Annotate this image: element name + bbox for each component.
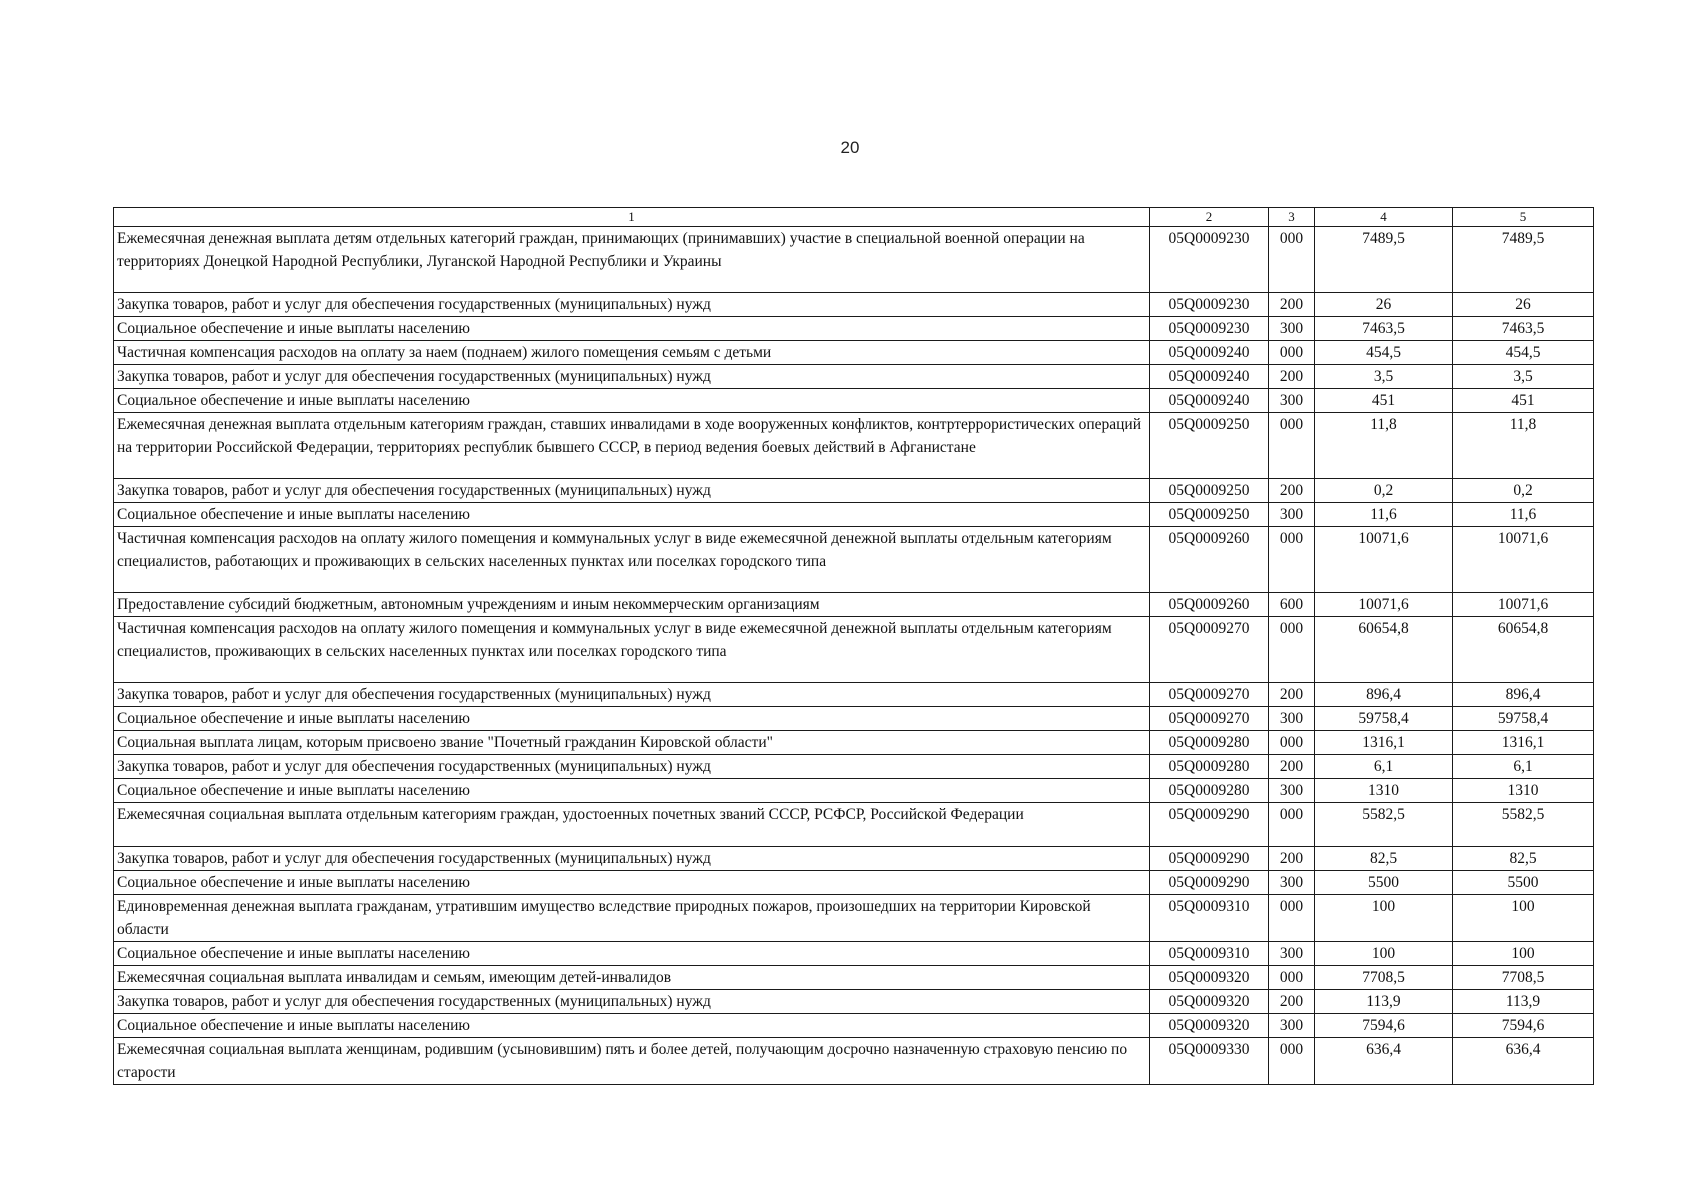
row-value-4-cell: 451 — [1315, 389, 1453, 413]
row-value-4-cell: 10071,6 — [1315, 527, 1453, 593]
row-value-4-cell: 3,5 — [1315, 365, 1453, 389]
table-row — [114, 1038, 1594, 1085]
row-name-cell: Ежемесячная денежная выплата детям отдельных категорий граждан, принимающих (принимавших) участие в специальной военной операции на территориях Донецкой Народной Республики, Луганской Народной Республики и Украины — [114, 227, 1150, 293]
table-row — [114, 966, 1594, 990]
row-code-cell: 05Q0009290 — [1150, 871, 1269, 895]
row-value-4-cell: 82,5 — [1315, 847, 1453, 871]
table-header-row — [114, 208, 1594, 227]
row-type-cell: 000 — [1269, 341, 1315, 365]
row-value-5-cell: 454,5 — [1453, 341, 1594, 365]
budget-table — [113, 207, 1594, 1085]
table-row — [114, 895, 1594, 942]
row-value-4-cell: 5500 — [1315, 871, 1453, 895]
row-code-cell: 05Q0009280 — [1150, 779, 1269, 803]
row-name-cell: Социальная выплата лицам, которым присвоено звание "Почетный гражданин Кировской области" — [114, 731, 1150, 755]
row-name-cell: Социальное обеспечение и иные выплаты населению — [114, 1014, 1150, 1038]
table-row — [114, 317, 1594, 341]
row-value-4-cell: 59758,4 — [1315, 707, 1453, 731]
row-name-cell: Ежемесячная денежная выплата отдельным категориям граждан, ставших инвалидами в ходе вооруженных конфликтов, контртеррористических операций на территории Российской Федерации, территориях республик бывшего СССР, в период ведения боевых действий в Афганистане — [114, 413, 1150, 479]
column-header-3: 3 — [1269, 208, 1315, 227]
column-header-5: 5 — [1453, 208, 1594, 227]
row-type-cell: 000 — [1269, 1038, 1315, 1085]
row-value-4-cell: 7594,6 — [1315, 1014, 1453, 1038]
table-row — [114, 755, 1594, 779]
row-value-4-cell: 113,9 — [1315, 990, 1453, 1014]
row-value-5-cell: 10071,6 — [1453, 527, 1594, 593]
row-name-cell: Закупка товаров, работ и услуг для обеспечения государственных (муниципальных) нужд — [114, 755, 1150, 779]
row-type-cell: 200 — [1269, 365, 1315, 389]
row-value-4-cell: 7708,5 — [1315, 966, 1453, 990]
page-number: 20 — [840, 138, 860, 157]
row-type-cell: 000 — [1269, 413, 1315, 479]
row-value-5-cell: 26 — [1453, 293, 1594, 317]
row-code-cell: 05Q0009310 — [1150, 895, 1269, 942]
row-code-cell: 05Q0009250 — [1150, 503, 1269, 527]
table-row — [114, 779, 1594, 803]
row-type-cell: 300 — [1269, 942, 1315, 966]
row-value-4-cell: 1310 — [1315, 779, 1453, 803]
row-value-4-cell: 454,5 — [1315, 341, 1453, 365]
row-value-5-cell: 896,4 — [1453, 683, 1594, 707]
table-row — [114, 341, 1594, 365]
row-type-cell: 200 — [1269, 293, 1315, 317]
row-name-cell: Частичная компенсация расходов на оплату жилого помещения и коммунальных услуг в виде ежемесячной денежной выплаты отдельным категориям специалистов, проживающих в сельских населенных пунктах или поселках городского типа — [114, 617, 1150, 683]
row-value-5-cell: 1316,1 — [1453, 731, 1594, 755]
row-type-cell: 300 — [1269, 871, 1315, 895]
row-value-5-cell: 7594,6 — [1453, 1014, 1594, 1038]
row-value-5-cell: 100 — [1453, 942, 1594, 966]
row-value-4-cell: 100 — [1315, 942, 1453, 966]
column-header-4: 4 — [1315, 208, 1453, 227]
table-row — [114, 847, 1594, 871]
table-row — [114, 707, 1594, 731]
row-name-cell: Социальное обеспечение и иные выплаты населению — [114, 871, 1150, 895]
table-row — [114, 942, 1594, 966]
row-value-4-cell: 11,6 — [1315, 503, 1453, 527]
column-header-1: 1 — [114, 208, 1150, 227]
table-row — [114, 803, 1594, 847]
row-code-cell: 05Q0009240 — [1150, 341, 1269, 365]
row-name-cell: Социальное обеспечение и иные выплаты населению — [114, 707, 1150, 731]
row-type-cell: 000 — [1269, 617, 1315, 683]
row-value-4-cell: 100 — [1315, 895, 1453, 942]
row-type-cell: 000 — [1269, 527, 1315, 593]
row-value-5-cell: 60654,8 — [1453, 617, 1594, 683]
row-value-4-cell: 1316,1 — [1315, 731, 1453, 755]
row-name-cell: Социальное обеспечение и иные выплаты населению — [114, 779, 1150, 803]
row-name-cell: Ежемесячная социальная выплата инвалидам и семьям, имеющим детей-инвалидов — [114, 966, 1150, 990]
row-value-4-cell: 7463,5 — [1315, 317, 1453, 341]
row-code-cell: 05Q0009310 — [1150, 942, 1269, 966]
row-code-cell: 05Q0009280 — [1150, 731, 1269, 755]
row-value-4-cell: 11,8 — [1315, 413, 1453, 479]
row-type-cell: 000 — [1269, 803, 1315, 847]
row-value-5-cell: 0,2 — [1453, 479, 1594, 503]
row-value-5-cell: 7708,5 — [1453, 966, 1594, 990]
row-value-4-cell: 6,1 — [1315, 755, 1453, 779]
row-value-5-cell: 636,4 — [1453, 1038, 1594, 1085]
table-row — [114, 1014, 1594, 1038]
row-value-5-cell: 7489,5 — [1453, 227, 1594, 293]
table-body — [114, 227, 1594, 1085]
row-name-cell: Закупка товаров, работ и услуг для обеспечения государственных (муниципальных) нужд — [114, 990, 1150, 1014]
row-code-cell: 05Q0009230 — [1150, 293, 1269, 317]
row-name-cell: Частичная компенсация расходов на оплату жилого помещения и коммунальных услуг в виде ежемесячной денежной выплаты отдельным категориям специалистов, работающих и проживающих в сельских населенных пунктах или поселках городского типа — [114, 527, 1150, 593]
row-name-cell: Закупка товаров, работ и услуг для обеспечения государственных (муниципальных) нужд — [114, 365, 1150, 389]
row-name-cell: Единовременная денежная выплата гражданам, утратившим имущество вследствие природных пожаров, произошедших на территории Кировской области — [114, 895, 1150, 942]
row-code-cell: 05Q0009260 — [1150, 593, 1269, 617]
row-name-cell: Социальное обеспечение и иные выплаты населению — [114, 503, 1150, 527]
row-code-cell: 05Q0009270 — [1150, 707, 1269, 731]
row-type-cell: 300 — [1269, 389, 1315, 413]
row-type-cell: 200 — [1269, 847, 1315, 871]
table-row — [114, 731, 1594, 755]
row-value-5-cell: 7463,5 — [1453, 317, 1594, 341]
row-value-5-cell: 100 — [1453, 895, 1594, 942]
row-name-cell: Социальное обеспечение и иные выплаты населению — [114, 317, 1150, 341]
table-row — [114, 389, 1594, 413]
table-row — [114, 503, 1594, 527]
row-value-4-cell: 10071,6 — [1315, 593, 1453, 617]
row-value-4-cell: 60654,8 — [1315, 617, 1453, 683]
row-name-cell: Ежемесячная социальная выплата женщинам, родившим (усыновившим) пять и более детей, получающим досрочно назначенную страховую пенсию по старости — [114, 1038, 1150, 1085]
row-code-cell: 05Q0009280 — [1150, 755, 1269, 779]
row-value-5-cell: 11,8 — [1453, 413, 1594, 479]
table-row — [114, 527, 1594, 593]
table-row — [114, 479, 1594, 503]
row-name-cell: Закупка товаров, работ и услуг для обеспечения государственных (муниципальных) нужд — [114, 293, 1150, 317]
row-value-5-cell: 5500 — [1453, 871, 1594, 895]
row-value-5-cell: 3,5 — [1453, 365, 1594, 389]
row-code-cell: 05Q0009320 — [1150, 1014, 1269, 1038]
row-code-cell: 05Q0009240 — [1150, 365, 1269, 389]
row-type-cell: 000 — [1269, 895, 1315, 942]
row-name-cell: Закупка товаров, работ и услуг для обеспечения государственных (муниципальных) нужд — [114, 847, 1150, 871]
row-value-5-cell: 11,6 — [1453, 503, 1594, 527]
row-name-cell: Предоставление субсидий бюджетным, автономным учреждениям и иным некоммерческим организациям — [114, 593, 1150, 617]
row-code-cell: 05Q0009230 — [1150, 317, 1269, 341]
row-code-cell: 05Q0009270 — [1150, 683, 1269, 707]
row-value-4-cell: 26 — [1315, 293, 1453, 317]
row-code-cell: 05Q0009290 — [1150, 847, 1269, 871]
row-type-cell: 200 — [1269, 479, 1315, 503]
row-type-cell: 000 — [1269, 966, 1315, 990]
table-row — [114, 413, 1594, 479]
table-row — [114, 593, 1594, 617]
table-row — [114, 227, 1594, 293]
row-type-cell: 200 — [1269, 683, 1315, 707]
row-type-cell: 300 — [1269, 503, 1315, 527]
row-value-5-cell: 451 — [1453, 389, 1594, 413]
row-value-4-cell: 5582,5 — [1315, 803, 1453, 847]
row-name-cell: Ежемесячная социальная выплата отдельным категориям граждан, удостоенных почетных званий СССР, РСФСР, Российской Федерации — [114, 803, 1150, 847]
table-row — [114, 683, 1594, 707]
table-row — [114, 871, 1594, 895]
row-code-cell: 05Q0009240 — [1150, 389, 1269, 413]
row-code-cell: 05Q0009250 — [1150, 413, 1269, 479]
row-value-4-cell: 636,4 — [1315, 1038, 1453, 1085]
row-code-cell: 05Q0009260 — [1150, 527, 1269, 593]
row-code-cell: 05Q0009320 — [1150, 966, 1269, 990]
column-header-2: 2 — [1150, 208, 1269, 227]
row-type-cell: 000 — [1269, 731, 1315, 755]
row-type-cell: 200 — [1269, 755, 1315, 779]
row-type-cell: 300 — [1269, 317, 1315, 341]
row-name-cell: Частичная компенсация расходов на оплату за наем (поднаем) жилого помещения семьям с детьми — [114, 341, 1150, 365]
row-value-5-cell: 5582,5 — [1453, 803, 1594, 847]
row-value-5-cell: 10071,6 — [1453, 593, 1594, 617]
row-value-5-cell: 59758,4 — [1453, 707, 1594, 731]
row-type-cell: 300 — [1269, 707, 1315, 731]
row-value-4-cell: 0,2 — [1315, 479, 1453, 503]
table-row — [114, 617, 1594, 683]
row-name-cell: Социальное обеспечение и иные выплаты населению — [114, 389, 1150, 413]
table-row — [114, 293, 1594, 317]
row-name-cell: Закупка товаров, работ и услуг для обеспечения государственных (муниципальных) нужд — [114, 683, 1150, 707]
row-type-cell: 300 — [1269, 1014, 1315, 1038]
row-type-cell: 000 — [1269, 227, 1315, 293]
row-value-5-cell: 6,1 — [1453, 755, 1594, 779]
row-type-cell: 200 — [1269, 990, 1315, 1014]
table-row — [114, 365, 1594, 389]
row-value-5-cell: 1310 — [1453, 779, 1594, 803]
row-name-cell: Закупка товаров, работ и услуг для обеспечения государственных (муниципальных) нужд — [114, 479, 1150, 503]
row-code-cell: 05Q0009320 — [1150, 990, 1269, 1014]
row-value-4-cell: 7489,5 — [1315, 227, 1453, 293]
table-row — [114, 990, 1594, 1014]
row-code-cell: 05Q0009250 — [1150, 479, 1269, 503]
row-type-cell: 300 — [1269, 779, 1315, 803]
row-value-4-cell: 896,4 — [1315, 683, 1453, 707]
row-code-cell: 05Q0009290 — [1150, 803, 1269, 847]
row-code-cell: 05Q0009230 — [1150, 227, 1269, 293]
row-code-cell: 05Q0009330 — [1150, 1038, 1269, 1085]
row-code-cell: 05Q0009270 — [1150, 617, 1269, 683]
row-value-5-cell: 113,9 — [1453, 990, 1594, 1014]
row-value-5-cell: 82,5 — [1453, 847, 1594, 871]
row-name-cell: Социальное обеспечение и иные выплаты населению — [114, 942, 1150, 966]
row-type-cell: 600 — [1269, 593, 1315, 617]
